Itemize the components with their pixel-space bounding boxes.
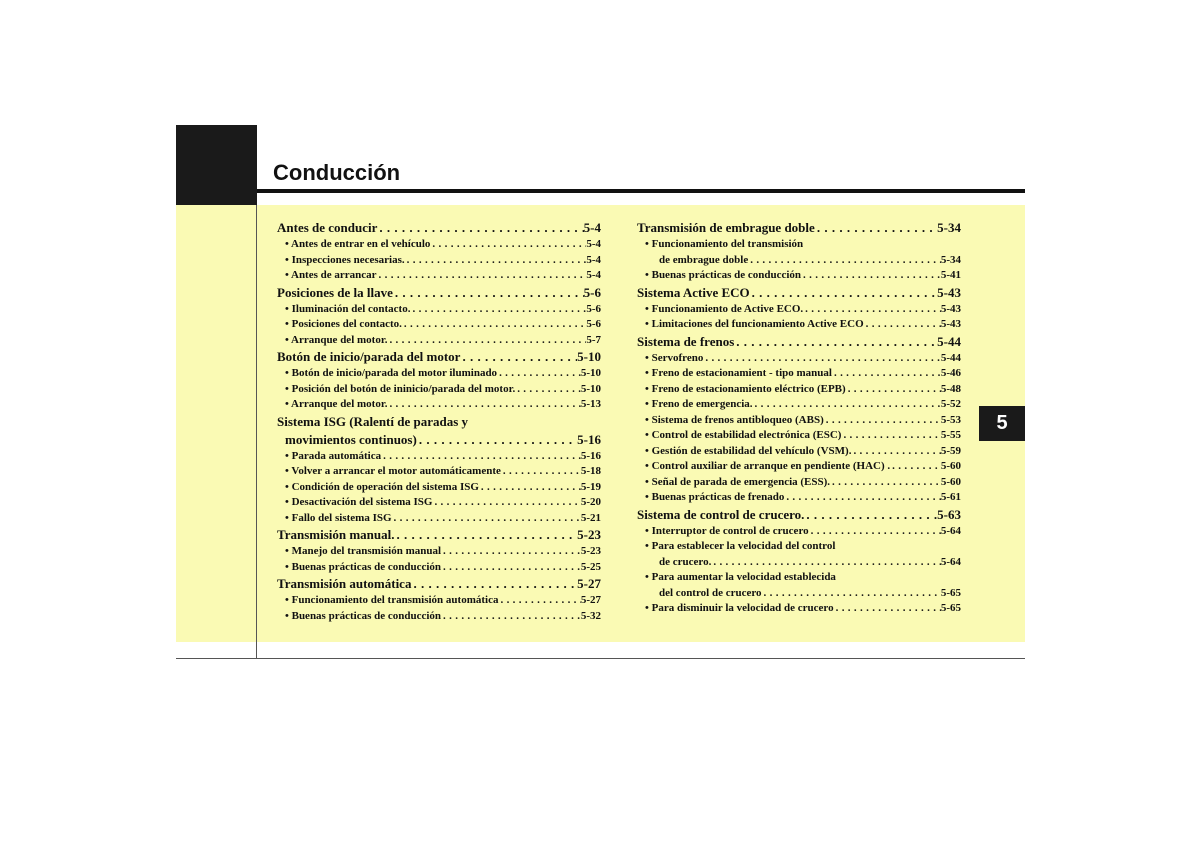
toc-subentry[interactable] [277, 253, 601, 269]
toc-page-number: 5-21 [580, 511, 601, 524]
leader-dots [703, 351, 940, 367]
toc-entry[interactable] [277, 431, 601, 449]
toc-subentry[interactable] [637, 539, 961, 555]
toc-page-number: 5-23 [580, 545, 601, 557]
leader-dots [515, 382, 581, 398]
toc-subentry[interactable] [637, 397, 961, 413]
toc-subentry[interactable] [277, 302, 601, 318]
toc-page-number: 5-20 [580, 496, 601, 508]
leader-dots [846, 382, 941, 398]
toc-entry-title: • Para disminuir la velocidad de crucero [645, 602, 834, 614]
toc-entry-title: • Freno de emergencia. [645, 398, 753, 410]
toc-subentry[interactable] [637, 490, 961, 506]
toc-entry-title: • Funcionamiento de Active ECO. [645, 302, 804, 315]
toc-subentry[interactable] [637, 366, 961, 382]
toc-entry-title: Botón de inicio/parada del motor [277, 349, 461, 364]
leader-dots [411, 575, 577, 593]
toc-page-number: 5-4 [586, 269, 601, 281]
leader-dots [393, 284, 584, 302]
toc-entry-title: • Iluminación del contacto. [285, 302, 411, 315]
toc-subentry[interactable] [277, 268, 601, 284]
leader-dots [803, 302, 941, 318]
toc-entry[interactable] [277, 575, 601, 593]
toc-entry-title: • Para establecer la velocidad del control [645, 540, 836, 552]
leader-dots [815, 219, 937, 237]
toc-page-number: 5-23 [577, 527, 601, 542]
leader-dots [501, 464, 581, 480]
toc-entry-title: • Fallo del sistema ISG [285, 511, 392, 524]
toc-page-number: 5-64 [940, 524, 961, 537]
bottom-rule [176, 658, 1025, 659]
toc-entry-title: • Arranque del motor. [285, 333, 388, 346]
leader-dots [381, 449, 581, 465]
chapter-tab[interactable]: 5 [979, 406, 1025, 441]
toc-entry-title: • Botón de inicio/parada del motor iluminado [285, 367, 498, 379]
toc-entry-title: • Posiciones del contacto. [285, 318, 402, 330]
toc-subentry[interactable] [277, 593, 601, 609]
toc-entry[interactable] [277, 348, 601, 366]
toc-entry-title: • Volver a arrancar el motor automáticamente [285, 465, 501, 477]
toc-page-number: 5-65 [940, 602, 961, 614]
toc-page-number: 5-43 [937, 284, 961, 300]
toc-page-number: 5-19 [580, 480, 601, 493]
toc-entry[interactable] [637, 219, 961, 237]
leader-dots [402, 317, 586, 333]
toc-entry-title: • Desactivación del sistema ISG [285, 496, 433, 508]
toc-entry[interactable] [637, 506, 961, 524]
toc-entry-title: Sistema de control de crucero. [637, 506, 805, 522]
toc-entry-title: • Gestión de estabilidad del vehículo (VSM). [645, 444, 852, 457]
toc-page-number: 5-48 [940, 382, 961, 395]
toc-page-number: 5-44 [940, 351, 961, 364]
toc-subentry[interactable] [637, 555, 961, 571]
toc-page-number: 5-18 [580, 465, 601, 477]
leader-dots [377, 219, 583, 237]
toc-page-number: 5-43 [940, 318, 961, 330]
leader-dots [441, 560, 581, 576]
chapter-header-block [176, 125, 257, 205]
toc-entry-title: Sistema Active ECO [637, 284, 750, 300]
toc-page-number: 5-6 [583, 284, 601, 300]
leader-dots [762, 586, 941, 602]
toc-page-number: 5-41 [940, 269, 961, 281]
toc-entry-title: Transmisión de embrague doble [637, 220, 815, 235]
toc-entry-title: Transmisión automática [277, 576, 412, 591]
toc-subentry[interactable] [277, 449, 601, 465]
toc-entry-title: • Para aumentar la velocidad establecida [645, 571, 836, 583]
leader-dots [441, 544, 581, 560]
toc-entry-title: • Buenas prácticas de conducción [285, 609, 442, 622]
toc-entry-title: • Parada automática [285, 449, 382, 462]
toc-page-number: 5-64 [940, 555, 961, 568]
leader-dots [395, 526, 578, 544]
toc-page-number: 5-34 [937, 220, 961, 235]
toc-page-number: 5-27 [580, 594, 601, 606]
toc-entry-title: • Condición de operación del sistema ISG [285, 480, 479, 493]
leader-dots [824, 413, 941, 429]
toc-page-number: 5-44 [937, 333, 961, 349]
toc-page-number: 5-7 [586, 333, 601, 346]
leader-dots [405, 253, 587, 269]
toc-entry-title: • Inspecciones necesarias. [285, 253, 405, 266]
leader-dots [750, 284, 938, 302]
toc-page-number: 5-63 [937, 506, 961, 522]
toc-entry-title: • Antes de arrancar [285, 269, 377, 281]
toc-column-right [637, 219, 961, 617]
leader-dots [753, 397, 941, 413]
toc-page-number: 5-65 [940, 586, 961, 599]
toc-entry-title: • Freno de estacionamient - tipo manual [645, 367, 832, 379]
toc-subentry[interactable] [637, 382, 961, 398]
leader-dots [430, 237, 586, 253]
toc-subentry[interactable] [637, 413, 961, 429]
toc-subentry[interactable] [277, 609, 601, 625]
toc-entry[interactable] [277, 413, 601, 431]
leader-dots [392, 511, 581, 527]
toc-entry-title: • Buenas prácticas de conducción [645, 269, 802, 281]
leader-dots [834, 601, 941, 617]
toc-page-number: 5-46 [940, 367, 961, 379]
toc-entry-title: del control de crucero [659, 586, 762, 599]
toc-page-number: 5-53 [940, 413, 961, 426]
toc-entry-title: • Funcionamiento del transmisión automática [285, 594, 499, 606]
toc-entry-title: • Posición del botón de ininicio/parada del motor. [285, 382, 516, 395]
toc-subentry[interactable] [277, 237, 601, 253]
leader-dots [387, 397, 580, 413]
toc-page-number: 5-43 [940, 302, 961, 315]
toc-subentry[interactable] [277, 511, 601, 527]
leader-dots [711, 555, 940, 571]
leader-dots [890, 459, 941, 475]
toc-page-number: 5-55 [940, 429, 961, 441]
toc-entry-title: Antes de conducir [277, 220, 378, 235]
leader-dots [748, 253, 941, 269]
toc-page-number: 5-61 [940, 491, 961, 503]
toc-entry-title: • Funcionamiento del transmisión [645, 238, 804, 250]
toc-entry-title: • Limitaciones del funcionamiento Active ECO [645, 318, 864, 330]
toc-page-number: 5-34 [940, 253, 961, 266]
toc-entry-title: • Manejo del transmisión manual [285, 545, 442, 557]
toc-entry-title: • Buenas prácticas de frenado [645, 491, 785, 503]
toc-entry-title: • Sistema de frenos antibloqueo (ABS) [645, 413, 824, 426]
toc-page-number: 5-16 [580, 449, 601, 462]
toc-subentry[interactable] [637, 428, 961, 444]
toc-subentry[interactable] [637, 317, 961, 333]
toc-subentry[interactable] [637, 586, 961, 602]
toc-subentry[interactable] [277, 464, 601, 480]
toc-entry-title: • Arranque del motor. [285, 398, 388, 410]
toc-page-number: 5-6 [586, 318, 601, 330]
leader-dots [734, 333, 937, 351]
toc-page-number: 5-25 [580, 560, 601, 573]
leader-dots [864, 317, 941, 333]
toc-subentry[interactable] [277, 397, 601, 413]
leader-dots [417, 431, 577, 449]
toc-entry-title: Sistema ISG (Ralentí de paradas y [277, 413, 469, 429]
toc-subentry[interactable] [637, 253, 961, 269]
leader-dots [377, 268, 587, 284]
leader-dots [460, 348, 577, 366]
toc-entry-title: • Interruptor de control de crucero [645, 524, 809, 537]
toc-column-left [277, 219, 601, 624]
toc-entry[interactable] [277, 284, 601, 302]
toc-entry-title: movimientos continuos) [285, 431, 417, 447]
toc-subentry[interactable] [637, 444, 961, 460]
toc-entry-title: de crucero. [659, 555, 712, 568]
toc-page-number: 5-13 [580, 398, 601, 410]
toc-subentry[interactable] [277, 317, 601, 333]
toc-page-number: 5-52 [940, 398, 961, 410]
toc-entry-title: • Servofreno [645, 351, 704, 364]
toc-entry-title: • Buenas prácticas de conducción [285, 560, 442, 573]
page-title: Conducción [273, 160, 401, 185]
toc-subentry[interactable] [637, 601, 961, 617]
toc-page-number: 5-60 [940, 475, 961, 488]
toc-page-number: 5-4 [583, 220, 601, 235]
toc-subentry[interactable] [277, 544, 601, 560]
toc-page-number: 5-32 [580, 609, 601, 622]
toc-page-number: 5-27 [577, 576, 601, 591]
toc-page-number: 5-10 [577, 349, 601, 364]
toc-page-number: 5-16 [577, 431, 601, 447]
leader-dots [804, 506, 937, 524]
leader-dots [498, 593, 580, 609]
toc-page-number: 5-6 [586, 302, 601, 315]
toc-subentry[interactable] [277, 333, 601, 349]
toc-subentry[interactable] [637, 268, 961, 284]
leader-dots [851, 444, 940, 460]
toc-entry[interactable] [637, 333, 961, 351]
leader-dots [479, 480, 581, 496]
leader-dots [441, 609, 581, 625]
toc-subentry[interactable] [277, 382, 601, 398]
toc-entry-title: Transmisión manual. [277, 527, 395, 542]
toc-subentry[interactable] [637, 351, 961, 367]
toc-subentry[interactable] [637, 524, 961, 540]
toc-entry-title: Sistema de frenos [637, 333, 735, 349]
margin-rule [256, 205, 257, 659]
toc-entry[interactable] [277, 219, 601, 237]
leader-dots [784, 490, 941, 506]
toc-entry-title: de embrague doble [659, 253, 749, 266]
toc-subentry[interactable] [277, 495, 601, 511]
toc-subentry[interactable] [637, 302, 961, 318]
toc-entry-title: • Señal de parada de emergencia (ESS). [645, 475, 831, 488]
title-rule [257, 189, 1025, 193]
leader-dots [809, 524, 941, 540]
toc-subentry[interactable] [277, 366, 601, 382]
toc-entry-title: • Freno de estacionamiento eléctrico (EPB) [645, 382, 846, 395]
leader-dots [387, 333, 586, 349]
leader-dots [432, 495, 580, 511]
toc-page-number: 5-59 [940, 444, 961, 457]
leader-dots [832, 366, 941, 382]
leader-dots [841, 428, 940, 444]
toc-entry-title: Posiciones de la llave [277, 284, 393, 300]
toc-entry[interactable] [277, 526, 601, 544]
toc-entry[interactable] [637, 284, 961, 302]
leader-dots [410, 302, 586, 318]
toc-subentry[interactable] [277, 480, 601, 496]
toc-subentry[interactable] [277, 560, 601, 576]
toc-subentry[interactable] [637, 475, 961, 491]
toc-entry-title: • Antes de entrar en el vehículo [285, 238, 431, 250]
leader-dots [497, 366, 581, 382]
toc-subentry[interactable] [637, 570, 961, 586]
leader-dots [801, 268, 941, 284]
toc-page-number: 5-60 [940, 460, 961, 472]
toc-page-number: 5-4 [586, 253, 601, 266]
leader-dots [830, 475, 941, 491]
toc-page-number: 5-4 [586, 238, 601, 250]
toc-entry-title: • Control de estabilidad electrónica (ESC) [645, 429, 842, 441]
toc-page-number: 5-10 [580, 382, 601, 395]
toc-page-number: 5-10 [580, 367, 601, 379]
toc-subentry[interactable] [637, 237, 961, 253]
toc-entry-title: • Control auxiliar de arranque en pendiente (HAC) . [645, 460, 891, 472]
toc-subentry[interactable] [637, 459, 961, 475]
